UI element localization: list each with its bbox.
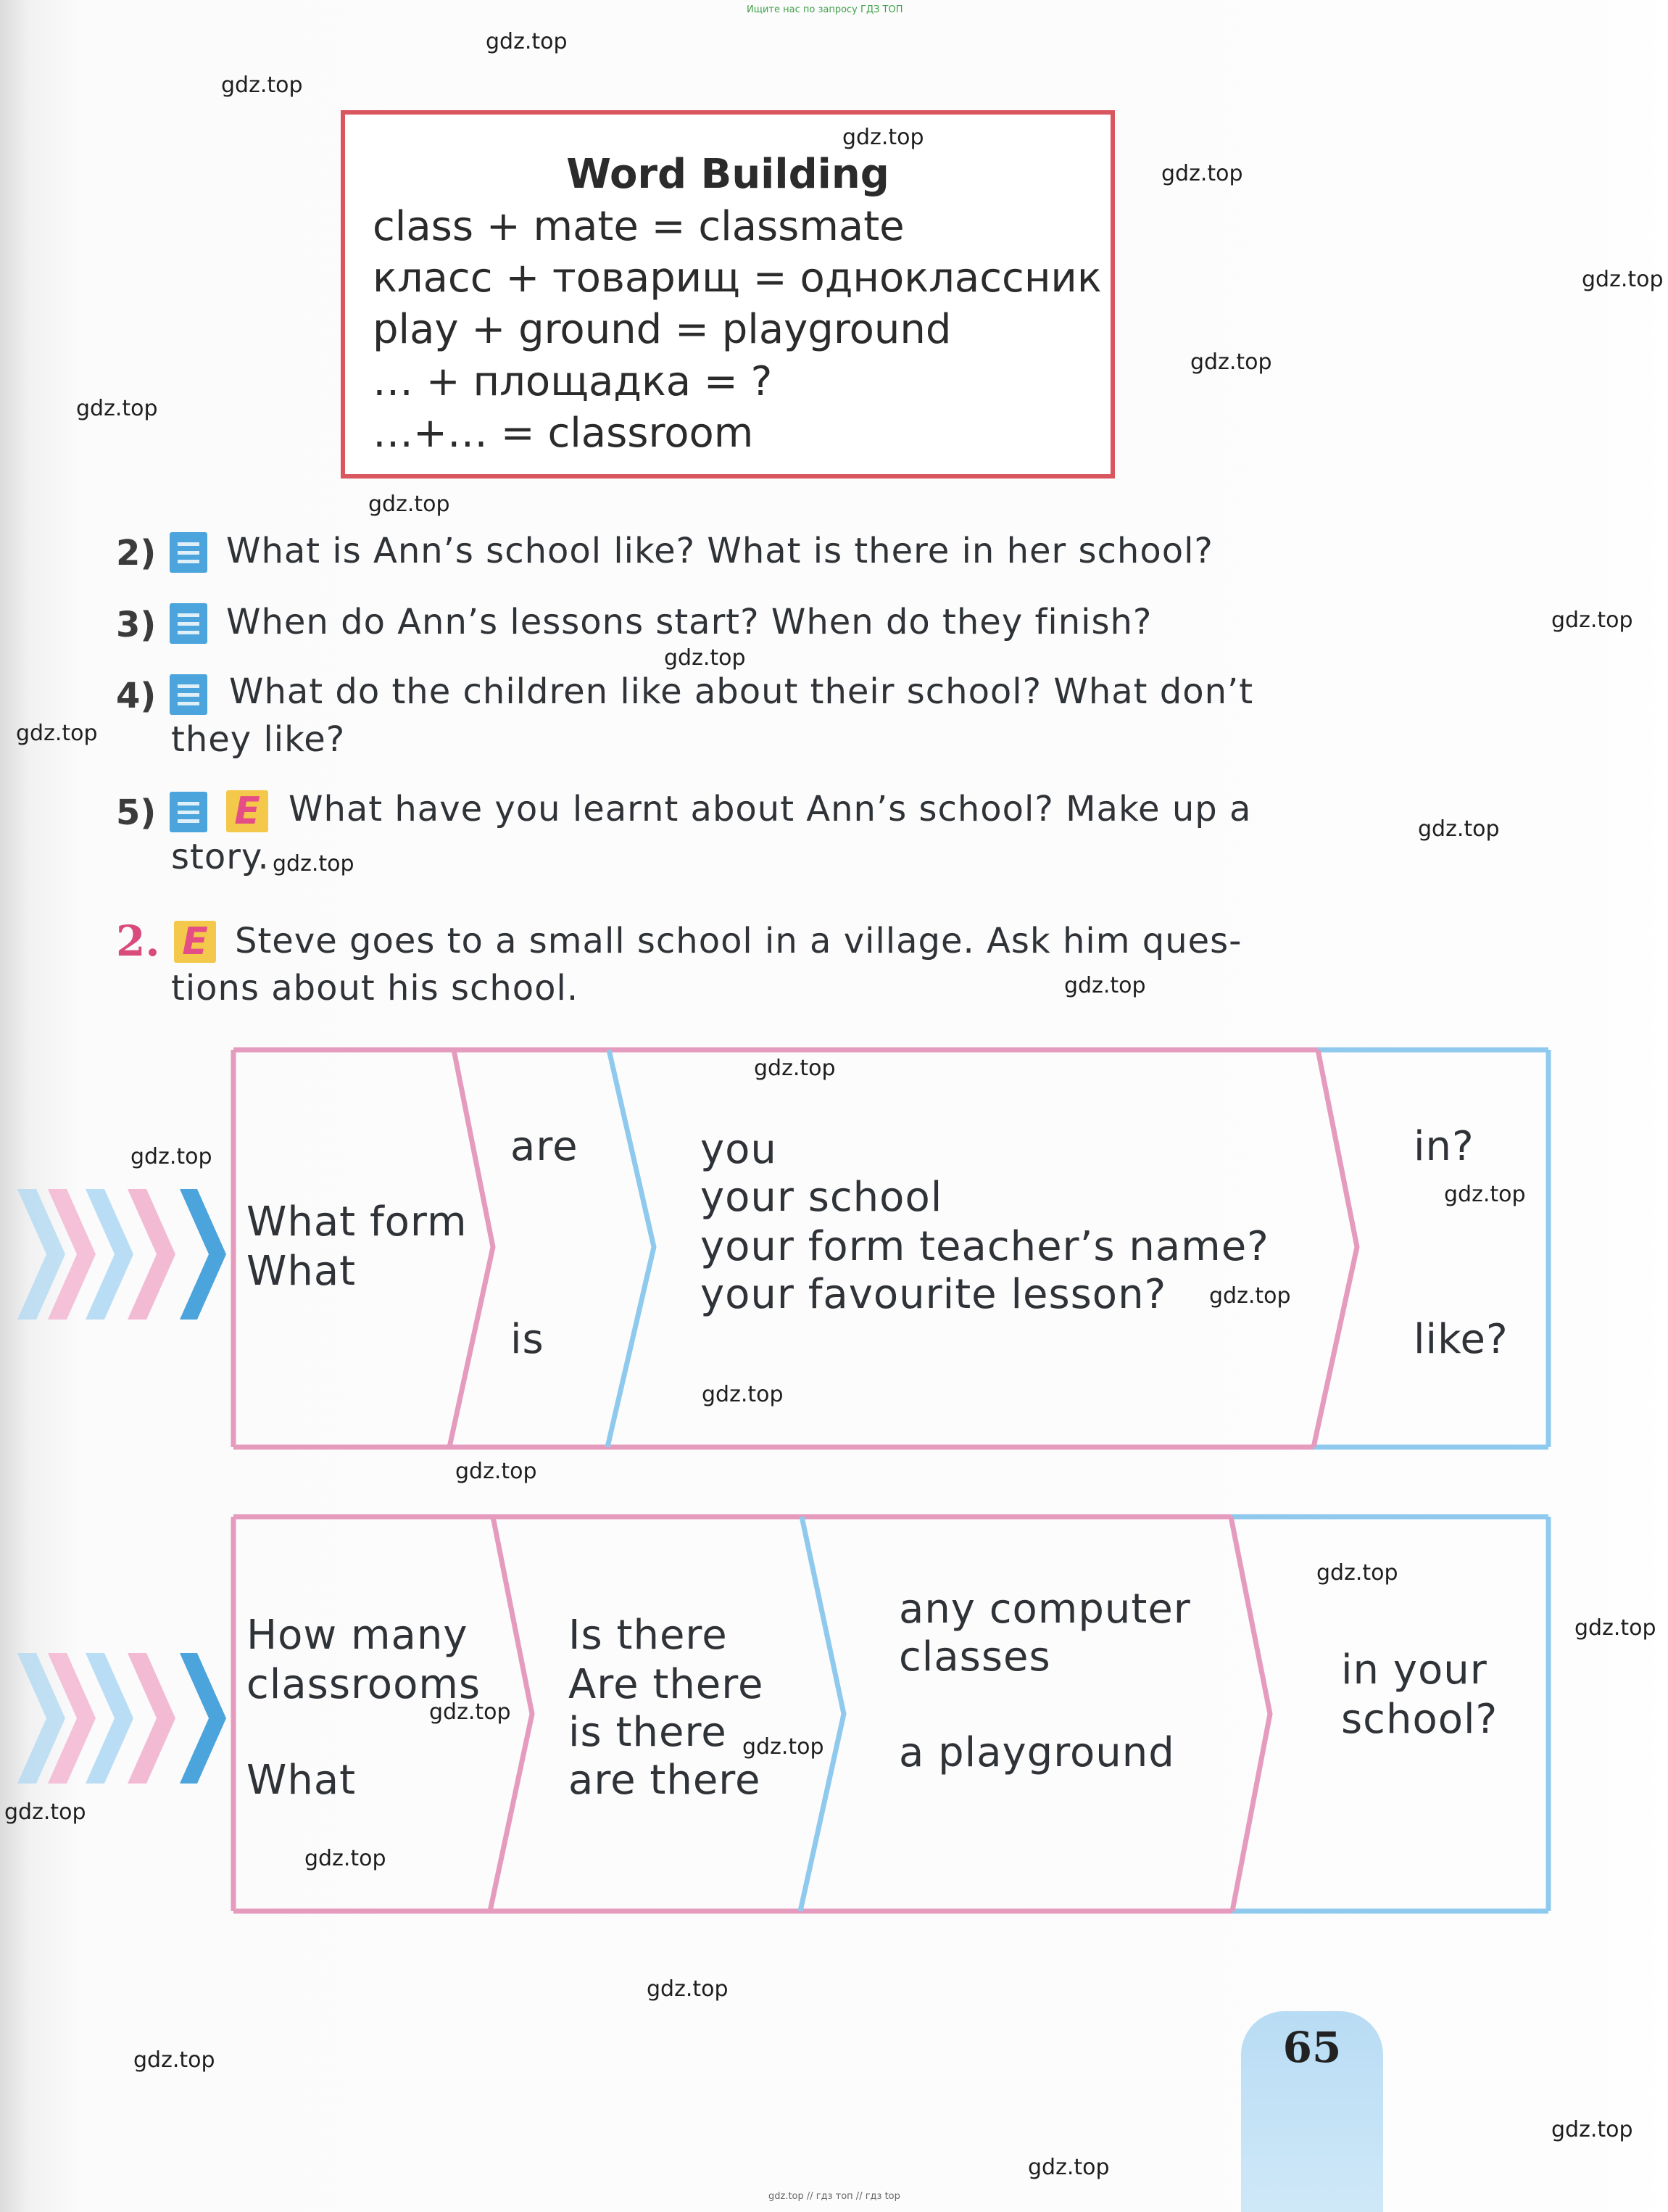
exercise-instruction: tions about his school. xyxy=(171,968,579,1008)
word-building-line: класс + товарищ = одноклассник xyxy=(373,254,1102,302)
question-number: 2) xyxy=(116,533,157,573)
watermark-text: gdz.top xyxy=(429,1699,511,1725)
question-text: When do Ann’s lessons start? When do they finish? xyxy=(226,602,1153,642)
question-text: What have you learnt about Ann’s school? Make up a xyxy=(289,789,1252,829)
watermark-text: gdz.top xyxy=(76,396,158,421)
watermark-text: gdz.top xyxy=(1028,2155,1110,2180)
watermark-text: gdz.top xyxy=(1316,1560,1398,1586)
question-text: What do the children like about their school? What don’t xyxy=(229,671,1254,712)
watermark-text: gdz.top xyxy=(273,851,354,877)
question-number: 5) xyxy=(116,792,157,833)
table1-col1-item: What form xyxy=(246,1198,468,1246)
table1-col2-item: are xyxy=(510,1123,578,1170)
watermark-text: gdz.top xyxy=(702,1382,784,1407)
table1-col2-item: is xyxy=(510,1316,544,1363)
watermark-text: gdz.top xyxy=(742,1734,824,1760)
watermark-text: gdz.top xyxy=(664,645,746,671)
watermark-text: gdz.top xyxy=(1161,161,1243,186)
watermark-text: gdz.top xyxy=(1574,1615,1656,1641)
table2-col4-item: in your xyxy=(1341,1646,1487,1694)
table1-col1-item: What xyxy=(246,1248,357,1295)
watermark-text: gdz.top xyxy=(368,492,450,517)
bottom-banner: gdz.top // гдз топ // гдз top xyxy=(768,2191,900,2202)
question-number: 4) xyxy=(116,676,157,716)
table2-col3-item: classes xyxy=(899,1633,1051,1681)
question-text: What is Ann’s school like? What is there in her school? xyxy=(226,531,1213,571)
watermark-text: gdz.top xyxy=(1551,608,1633,633)
table2-col2-item: are there xyxy=(568,1757,761,1804)
e-exercise-icon: E xyxy=(174,921,216,963)
watermark-text: gdz.top xyxy=(754,1056,836,1081)
table2-col3-item: any computer xyxy=(899,1586,1191,1633)
watermark-text: gdz.top xyxy=(133,2047,215,2073)
watermark-text: gdz.top xyxy=(221,73,303,98)
watermark-text: gdz.top xyxy=(130,1144,212,1169)
table1-col4-item: like? xyxy=(1414,1316,1509,1363)
word-building-line: play + ground = playground xyxy=(373,306,952,353)
table2-col1-item: What xyxy=(246,1757,357,1804)
table2-col2-item: is there xyxy=(568,1709,727,1756)
watermark-text: gdz.top xyxy=(1190,349,1272,375)
table2-col2-item: Are there xyxy=(568,1661,764,1708)
word-building-line: class + mate = classmate xyxy=(373,203,905,250)
watermark-text: gdz.top xyxy=(647,1976,729,2002)
e-exercise-icon: E xyxy=(226,790,268,832)
question-text: story. xyxy=(171,837,270,877)
word-building-line: …+… = classroom xyxy=(373,410,754,457)
arrow-decoration xyxy=(17,1653,226,1784)
page-number: 65 xyxy=(1282,2023,1342,2072)
word-building-line: … + площадка = ? xyxy=(373,358,773,405)
watermark-text: gdz.top xyxy=(1551,2117,1633,2142)
watermark-text: gdz.top xyxy=(455,1459,537,1484)
table1-col3-item: your favourite lesson? xyxy=(700,1271,1167,1318)
table1-col3-item: you xyxy=(700,1126,777,1173)
watermark-text: gdz.top xyxy=(304,1846,386,1871)
question-text: they like? xyxy=(171,719,346,760)
top-banner: Ищите нас по запросу ГДЗ ТОП xyxy=(747,4,903,15)
exercise-number: 2. xyxy=(116,916,160,966)
watermark-text: gdz.top xyxy=(842,125,924,150)
table2-col1-item: classrooms xyxy=(246,1661,481,1708)
table2-col1-item: How many xyxy=(246,1612,468,1659)
watermark-text: gdz.top xyxy=(1418,816,1500,842)
exercise-instruction: Steve goes to a small school in a village. Ask him ques- xyxy=(235,921,1242,961)
watermark-text: gdz.top xyxy=(16,721,98,746)
table1-col3-item: your form teacher’s name? xyxy=(700,1223,1269,1270)
watermark-text: gdz.top xyxy=(4,1799,86,1825)
word-building-title: Word Building xyxy=(566,151,889,198)
table1-col4-item: in? xyxy=(1414,1123,1474,1170)
watermark-text: gdz.top xyxy=(1444,1182,1526,1207)
question-number: 3) xyxy=(116,605,157,645)
watermark-text: gdz.top xyxy=(1064,973,1146,998)
table2-col2-item: Is there xyxy=(568,1612,728,1659)
table2-col3-item: a playground xyxy=(899,1729,1175,1776)
table1-col3-item: your school xyxy=(700,1174,943,1221)
arrow-decoration xyxy=(17,1189,226,1320)
watermark-text: gdz.top xyxy=(486,29,568,54)
table2-col4-item: school? xyxy=(1341,1696,1498,1743)
watermark-text: gdz.top xyxy=(1582,267,1664,292)
watermark-text: gdz.top xyxy=(1209,1283,1291,1309)
